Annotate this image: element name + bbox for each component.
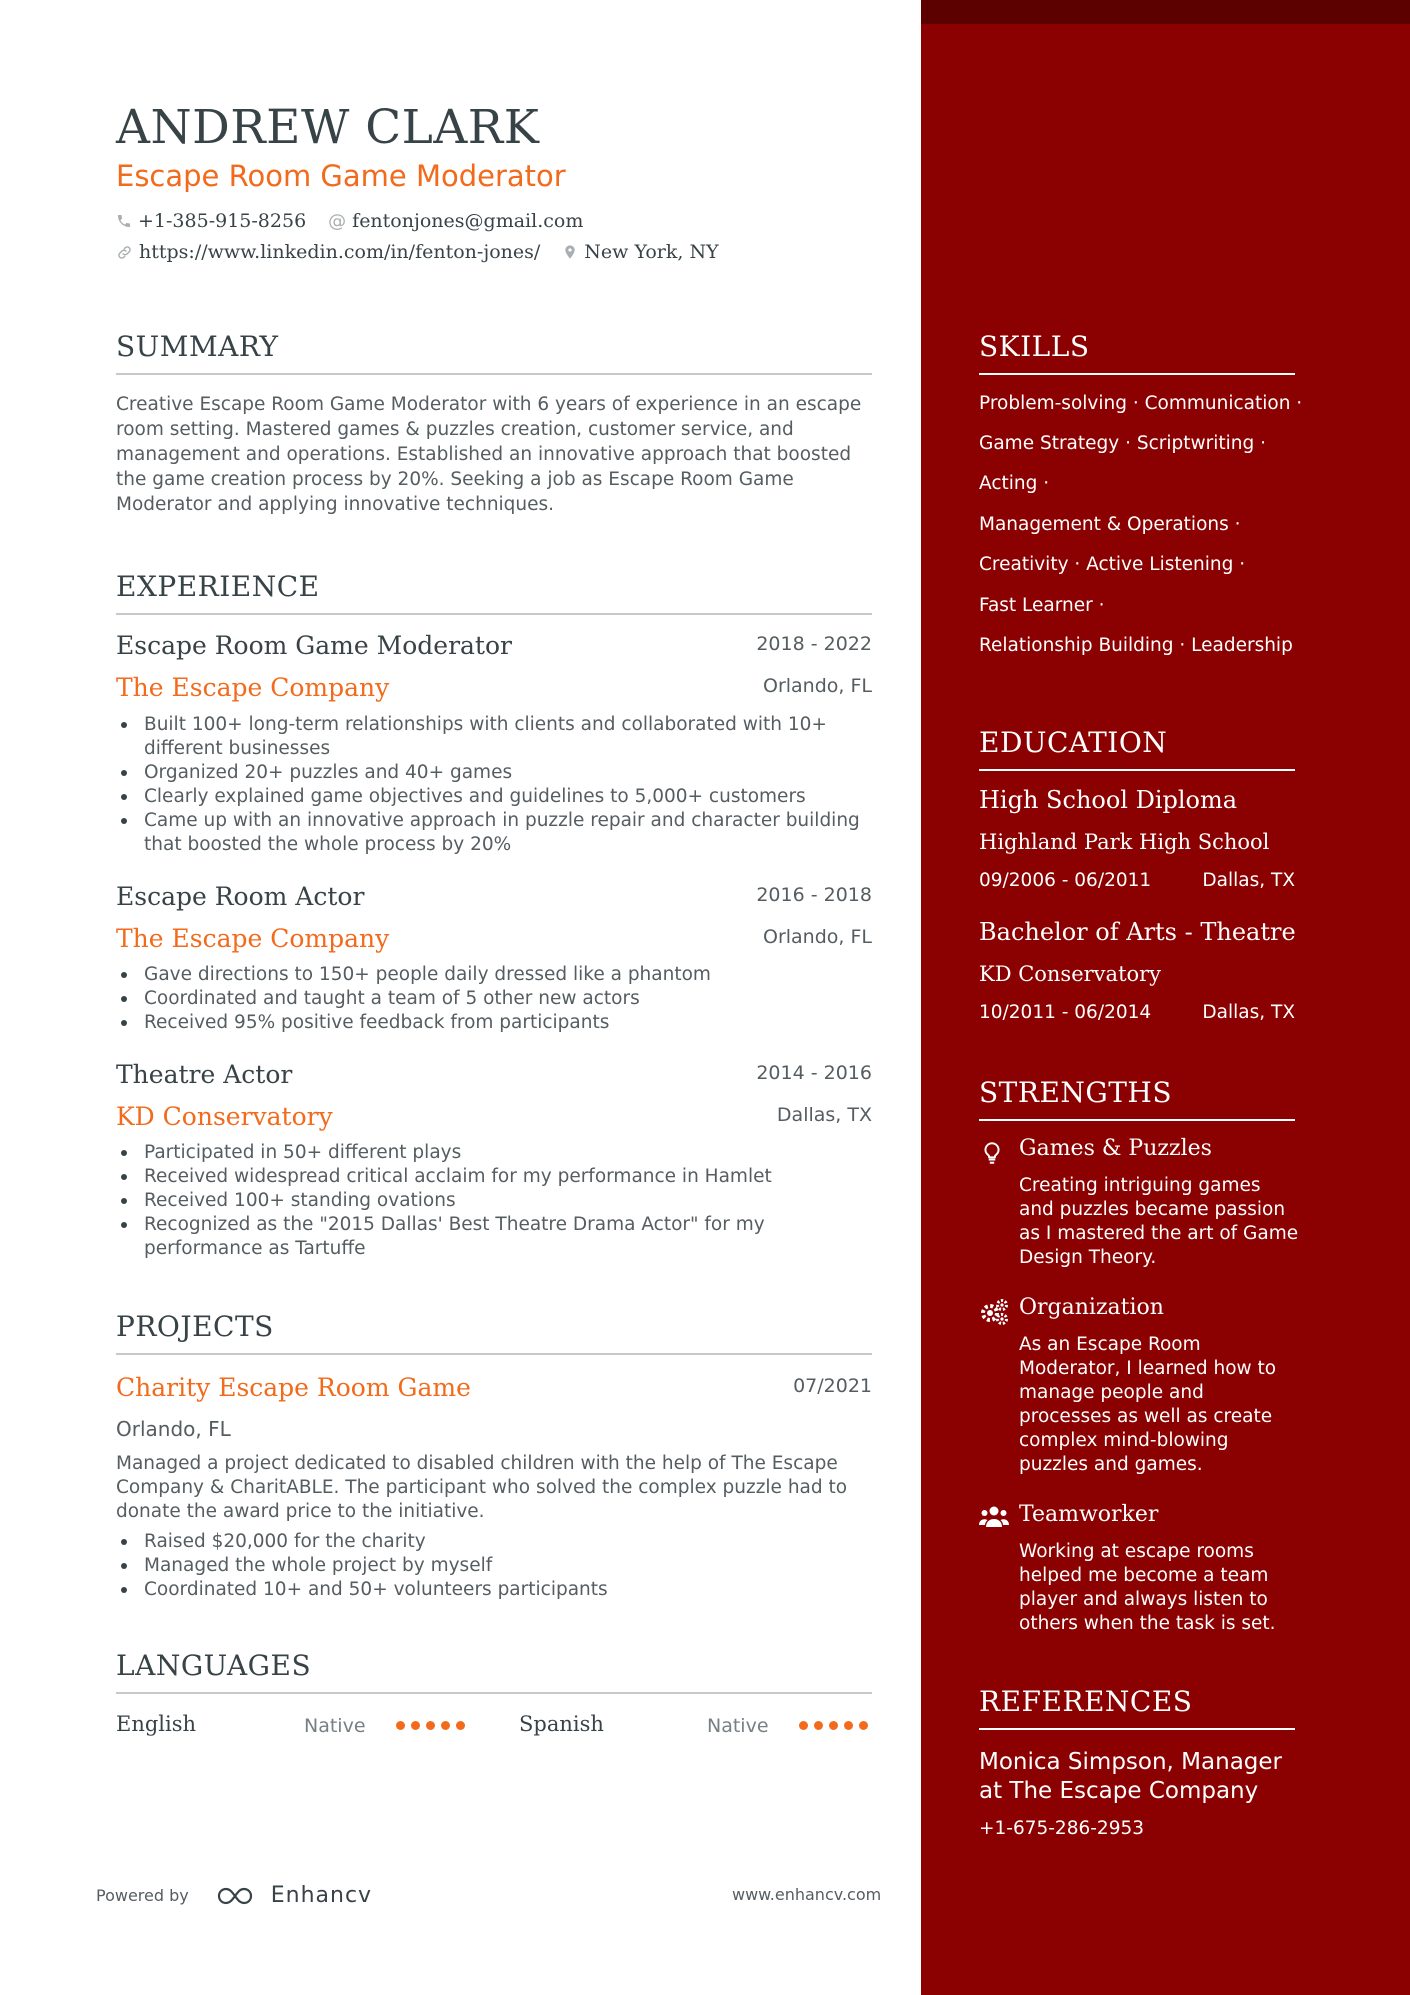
linkedin-text: https://www.linkedin.com/in/fenton-jones/ bbox=[139, 241, 541, 263]
languages-heading: LANGUAGES bbox=[116, 1649, 872, 1694]
edu-degree: High School Diploma bbox=[979, 786, 1238, 814]
enhancv-logo-icon bbox=[215, 1884, 263, 1908]
footer-url[interactable]: www.enhancv.com bbox=[732, 1885, 882, 1904]
job-dates: 2018 - 2022 bbox=[756, 633, 872, 655]
job-bullet: Received widespread critical acclaim for my performance in Hamlet bbox=[116, 1165, 872, 1189]
location-text: New York, NY bbox=[584, 241, 719, 263]
experience-item bbox=[116, 1060, 872, 1259]
summary-heading: SUMMARY bbox=[116, 330, 872, 375]
phone-contact[interactable] bbox=[116, 210, 306, 232]
phone-text: +1-385-915-8256 bbox=[138, 210, 307, 232]
link-icon bbox=[116, 244, 133, 261]
project-location: Orlando, FL bbox=[116, 1417, 231, 1441]
at-icon: @ bbox=[328, 210, 347, 232]
job-dates: 2014 - 2016 bbox=[756, 1062, 872, 1084]
strength-description: Working at escape rooms helped me become a team player and always listen to others when the task is set. bbox=[1019, 1541, 1276, 1634]
strength-title: Teamworker bbox=[1019, 1502, 1159, 1527]
edu-location: Dallas, TX bbox=[1202, 1002, 1295, 1023]
level-dot bbox=[396, 1721, 405, 1730]
level-dot bbox=[441, 1721, 450, 1730]
language-dots bbox=[396, 1721, 471, 1730]
level-dot bbox=[829, 1721, 838, 1730]
project-item bbox=[116, 1373, 872, 1402]
language-dots bbox=[799, 1721, 874, 1730]
job-bullets bbox=[116, 1141, 872, 1261]
skill-line: Acting · bbox=[979, 473, 1050, 494]
project-bullet: Raised $20,000 for the charity bbox=[116, 1530, 872, 1554]
project-date: 07/2021 bbox=[793, 1375, 872, 1397]
edu-degree: Bachelor of Arts - Theatre bbox=[979, 918, 1296, 946]
experience-item bbox=[116, 882, 872, 1033]
job-bullet: Participated in 50+ different plays bbox=[116, 1141, 872, 1165]
summary-text: Creative Escape Room Game Moderator with 6 years of experience in an escape room setting. Mastered games & puzzles creation, customer service, and management and operations. Established an innovative approach that boosted the game creation process by 20%. Seeking a job as Escape Room Game Moderator and applying innovative techniques. bbox=[116, 394, 862, 515]
location-contact bbox=[562, 241, 718, 263]
job-bullets bbox=[116, 963, 872, 1035]
job-bullet: Clearly explained game objectives and guidelines to 5,000+ customers bbox=[116, 785, 872, 809]
email-contact[interactable] bbox=[328, 210, 583, 232]
strength-title: Organization bbox=[1019, 1295, 1164, 1320]
reference-phone: +1-675-286-2953 bbox=[979, 1818, 1145, 1839]
powered-by-label: Powered by bbox=[96, 1886, 189, 1905]
job-company: The Escape Company bbox=[116, 924, 390, 953]
email-text: fentonjones@gmail.com bbox=[352, 210, 584, 232]
job-bullet: Gave directions to 150+ people daily dressed like a phantom bbox=[116, 963, 872, 987]
experience-heading: EXPERIENCE bbox=[116, 570, 872, 615]
job-company: The Escape Company bbox=[116, 673, 390, 702]
edu-school: Highland Park High School bbox=[979, 830, 1270, 854]
level-dot bbox=[411, 1721, 420, 1730]
powered-by[interactable] bbox=[96, 1883, 372, 1908]
job-bullet: Received 100+ standing ovations bbox=[116, 1189, 872, 1213]
level-dot bbox=[426, 1721, 435, 1730]
job-location: Orlando, FL bbox=[762, 926, 872, 948]
project-bullet: Coordinated 10+ and 50+ volunteers participants bbox=[116, 1578, 872, 1602]
education-heading: EDUCATION bbox=[979, 726, 1295, 771]
project-description: Managed a project dedicated to disabled children with the help of The Escape Company & CharitABLE. The participant who solved the complex puzzle had to donate the award price to the initiative. bbox=[116, 1453, 848, 1522]
job-location: Dallas, TX bbox=[776, 1104, 872, 1126]
edu-dates: 09/2006 - 06/2011 bbox=[979, 870, 1152, 891]
job-bullet: Coordinated and taught a team of 5 other new actors bbox=[116, 987, 872, 1011]
job-title: Escape Room Actor bbox=[116, 882, 365, 911]
job-bullet: Recognized as the "2015 Dallas' Best Theatre Drama Actor" for my performance as Tartuffe bbox=[116, 1213, 872, 1261]
job-bullet: Received 95% positive feedback from participants bbox=[116, 1011, 872, 1035]
location-pin-icon bbox=[562, 243, 578, 261]
candidate-role: Escape Room Game Moderator bbox=[116, 159, 566, 193]
skill-line: Relationship Building · Leadership bbox=[979, 635, 1293, 656]
job-location: Orlando, FL bbox=[762, 675, 872, 697]
candidate-name: ANDREW CLARK bbox=[116, 100, 540, 155]
gears-icon bbox=[979, 1298, 1009, 1326]
language-name: English bbox=[116, 1712, 197, 1736]
skill-line: Problem-solving · Communication · bbox=[979, 393, 1303, 414]
skill-line: Fast Learner · bbox=[979, 595, 1105, 616]
strength-description: As an Escape Room Moderator, I learned how to manage people and processes as well as create complex mind-blowing puzzles and games. bbox=[1019, 1334, 1277, 1475]
contact-row-1 bbox=[116, 210, 605, 232]
language-name: Spanish bbox=[519, 1712, 604, 1736]
project-bullet: Managed the whole project by myself bbox=[116, 1554, 872, 1578]
language-level: Native bbox=[304, 1715, 366, 1737]
experience-item bbox=[116, 631, 872, 855]
references-heading: REFERENCES bbox=[979, 1685, 1295, 1730]
sidebar bbox=[921, 0, 1410, 1995]
job-company: KD Conservatory bbox=[116, 1102, 333, 1131]
job-dates: 2016 - 2018 bbox=[756, 884, 872, 906]
sidebar-top-band bbox=[921, 0, 1410, 24]
contact-row-2 bbox=[116, 241, 741, 263]
edu-location: Dallas, TX bbox=[1202, 870, 1295, 891]
linkedin-contact[interactable] bbox=[116, 241, 540, 263]
skill-line: Creativity · Active Listening · bbox=[979, 554, 1246, 575]
job-bullet: Came up with an innovative approach in puzzle repair and character building that boosted the whole process by 20% bbox=[116, 809, 872, 857]
level-dot bbox=[859, 1721, 868, 1730]
strength-title: Games & Puzzles bbox=[1019, 1136, 1212, 1161]
strength-description: Creating intriguing games and puzzles became passion as I mastered the art of Game Design Theory. bbox=[1019, 1175, 1299, 1268]
language-item bbox=[519, 1712, 769, 1737]
enhancv-brand: Enhancv bbox=[270, 1883, 373, 1908]
strengths-heading: STRENGTHS bbox=[979, 1076, 1295, 1121]
lightbulb-icon bbox=[979, 1140, 1005, 1166]
edu-school: KD Conservatory bbox=[979, 962, 1162, 986]
language-level: Native bbox=[707, 1715, 769, 1737]
skill-line: Management & Operations · bbox=[979, 514, 1241, 535]
projects-heading: PROJECTS bbox=[116, 1310, 872, 1355]
reference-name: Monica Simpson, Manager at The Escape Company bbox=[979, 1749, 1282, 1804]
skills-heading: SKILLS bbox=[979, 330, 1295, 375]
job-bullet: Built 100+ long-term relationships with clients and collaborated with 10+ different businesses bbox=[116, 713, 872, 761]
project-title: Charity Escape Room Game bbox=[116, 1373, 471, 1402]
job-title: Theatre Actor bbox=[116, 1060, 293, 1089]
phone-icon bbox=[116, 213, 132, 229]
skill-line: Game Strategy · Scriptwriting · bbox=[979, 433, 1267, 454]
language-item bbox=[116, 1712, 366, 1737]
team-icon bbox=[979, 1505, 1009, 1529]
level-dot bbox=[844, 1721, 853, 1730]
job-bullets bbox=[116, 713, 872, 857]
edu-dates: 10/2011 - 06/2014 bbox=[979, 1002, 1152, 1023]
job-title: Escape Room Game Moderator bbox=[116, 631, 512, 660]
job-bullet: Organized 20+ puzzles and 40+ games bbox=[116, 761, 872, 785]
level-dot bbox=[814, 1721, 823, 1730]
level-dot bbox=[456, 1721, 465, 1730]
project-bullets bbox=[116, 1530, 872, 1602]
level-dot bbox=[799, 1721, 808, 1730]
